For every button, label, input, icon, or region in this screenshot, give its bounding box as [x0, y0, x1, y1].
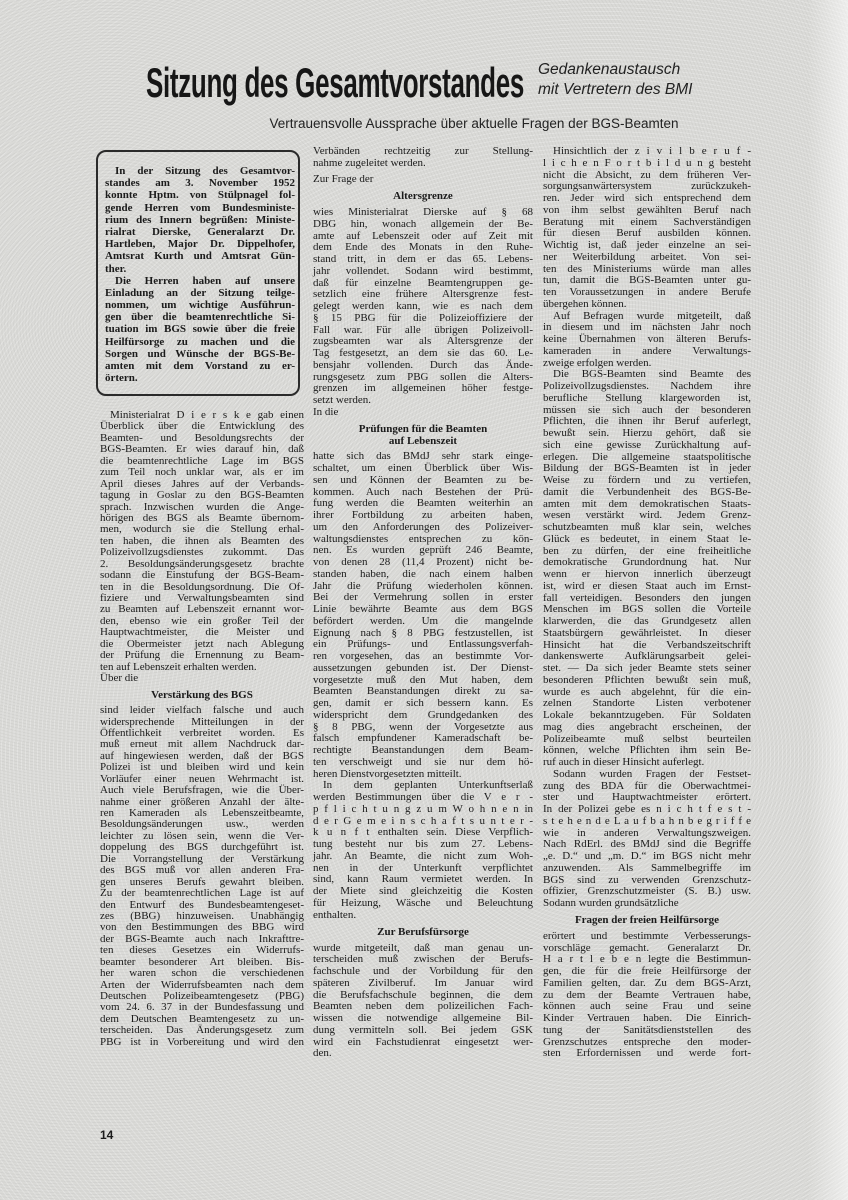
- text-line: der Miete sind gleichzeitig die Kosten: [313, 885, 533, 898]
- text-line: sen und Können der Beamten zu be-: [313, 473, 533, 486]
- article-subtitle: [538, 60, 738, 100]
- text-line: Arten der Widerrufsbeamten nach dem: [100, 978, 304, 991]
- text-line: auf hingewiesen werden, daß der BGS: [100, 749, 304, 762]
- text-line: die Berufsfachschule beginnen, die dem: [313, 988, 533, 1001]
- text-line: stand tritt, in dem er das 65. Lebens-: [313, 253, 533, 266]
- text-line: Überblick über die Entwicklung des: [100, 420, 304, 433]
- text-line: stet. — Da sich jeder Beamte stets seiner: [543, 662, 751, 674]
- text-line: Hinsicht hat die Verbandszeitschrift: [543, 638, 751, 651]
- text-line: rium des Innern begrüßen: Ministe-: [105, 213, 295, 226]
- text-line: gen unseres Berufs gewahrt bleiben.: [100, 875, 304, 888]
- text-line: Grenzschutzes entspreche den moder-: [543, 1035, 751, 1048]
- text-line: zu Beamten auf Lebenszeit ernannt wor-: [100, 603, 304, 616]
- text-line: ten des Ministeriums würde man alles: [543, 262, 751, 275]
- text-line: nen in der Unterkunft verpflichtet: [313, 861, 533, 874]
- paragraph: [100, 705, 304, 1048]
- text-line: ben zu dürfen, der eine freiheitliche: [543, 544, 751, 557]
- text-line: den.: [313, 1047, 332, 1060]
- text-line: amten mit dem Vorstand zu er-: [105, 360, 295, 372]
- column-2: [313, 146, 533, 1060]
- heading-line: Fragen der freien Heilfürsorge: [574, 914, 720, 927]
- text-line: sind, kann Raum vermietet werden. In: [313, 873, 533, 886]
- text-line: rechtigte Beanstandungen dem Beam-: [313, 744, 533, 757]
- text-line: damit die Verbundenheit des BGS-Be-: [543, 485, 751, 498]
- text-line: anzuwenden. Als Sammelbegriffe im: [543, 861, 751, 874]
- text-line: zugsbeamten war als Altersgrenze der: [313, 335, 533, 348]
- text-line: April dieses Jahres auf der Verbands-: [100, 477, 304, 490]
- text-line: tagung in Goslar zu den BGS-Beamten: [100, 489, 304, 502]
- paragraph: [543, 311, 751, 370]
- text-line: sten Erfordernissen und werde fort-: [543, 1047, 751, 1060]
- text-line: nahme zugeleitet werden.: [313, 156, 426, 169]
- text-line: in diesem und im nächsten Jahr noch: [543, 321, 751, 334]
- text-line: besonderen Pflichten bewußt sein muß,: [543, 673, 751, 686]
- heading-line: Prüfungen für die Beamten: [358, 422, 488, 435]
- text-line: übergehen können.: [543, 297, 627, 310]
- paragraph: [543, 369, 751, 769]
- heading-line: Altersgrenze: [393, 190, 453, 203]
- text-line: doppelung des BGS durchgeführt ist.: [100, 841, 304, 854]
- paragraph: [313, 780, 533, 921]
- text-line: Ministerialrat D i e r s k e gab einen: [110, 409, 304, 421]
- text-line: widerspricht dem Grundgedanken des: [313, 708, 533, 721]
- text-line: dem Ende des Monats in den Ruhe-: [313, 241, 533, 254]
- text-line: mag dies angebracht erscheinen, der: [543, 720, 751, 733]
- text-line: widersprechende Mitteilungen in der: [100, 715, 304, 728]
- text-line: Jahr die Prüfung wiederholen können.: [313, 579, 533, 592]
- text-line: von den Bestimmungen des BBG wird: [100, 921, 304, 934]
- page-edge: [808, 0, 848, 1200]
- text-line: amten mit dem demokratischen Staats-: [543, 497, 751, 510]
- text-line: schutzbeamten muß klar sein, welches: [543, 521, 751, 533]
- article-headline: Vertrauensvolle Aussprache über aktuelle Fragen der BGS-Beamten: [269, 116, 679, 131]
- text-line: Glück es bedeutet, in einem Staat le-: [543, 532, 751, 545]
- text-line: für Heizung, Wäsche und Beleuchtung: [313, 896, 533, 909]
- text-line: ner Weiterbildung arbeitet. Von sei-: [543, 250, 751, 263]
- text-line: bensjahr vollenden. Durch das Ände-: [313, 358, 533, 371]
- text-line: zum Teil noch unklar war, als er im: [100, 466, 304, 479]
- text-line: schaltet, um einen Überblick über Wis-: [313, 462, 533, 475]
- text-line: ten Voraussetzungen in andere Berufe: [543, 286, 751, 298]
- paragraph: [313, 207, 533, 407]
- text-line: § 8 PBG, wenn der Vorgesetzte aus: [313, 720, 533, 733]
- section-heading: [313, 191, 533, 203]
- text-line: sorgungsanwärtersystem zurückzukeh-: [543, 180, 751, 193]
- text-line: Beamten neben dem polizeilichen Fach-: [313, 1000, 533, 1013]
- text-line: nahme einer größeren Anzahl der älte-: [100, 795, 304, 808]
- text-line: bewußt sein. Hierzu gehört, daß sie: [543, 427, 751, 439]
- heading-line: auf Lebenszeit: [388, 434, 458, 447]
- text-line: H a r t l e b e n legte die Bestimmun-: [543, 953, 751, 966]
- text-line: gen über die beamtenrechtliche Si-: [105, 311, 295, 324]
- text-line: nommen, um wichtige Ausführun-: [105, 299, 295, 312]
- text-line: der Prüfung die Ernennung zu Beam-: [100, 649, 304, 662]
- text-line: ster und Hauptwachtmeister erörtert.: [543, 791, 751, 804]
- text-line: Sorgen und Wünsche der BGS-Be-: [105, 347, 295, 360]
- text-line: demokratische Grundordnung hat. Nur: [543, 556, 751, 569]
- text-line: standes am 3. November 1952: [105, 177, 295, 190]
- paragraph: [313, 451, 533, 780]
- text-line: ren vorgesehen, das an bestimmte Vor-: [313, 650, 533, 663]
- text-line: können auch seine Frau und seine: [543, 1000, 751, 1013]
- intro-box-text: [105, 165, 295, 384]
- text-line: hatte sich das BMdJ sehr stark einge-: [313, 450, 533, 463]
- text-line: muß erneut mit allem Nachdruck dar-: [100, 738, 304, 751]
- text-line: zu dem der Beamte Vertrauen habe,: [543, 988, 751, 1001]
- text-line: werden Bestimmungen über die V e r -: [313, 791, 533, 804]
- text-line: Polizeivollzugsdienstes. Nachdem ihre: [543, 380, 751, 392]
- text-line: wurde es auch abgelehnt, für die ein-: [543, 685, 751, 698]
- text-line: Hartleben, Major Dr. Dippelhofer,: [105, 238, 295, 251]
- text-line: Kinder Vertrauen haben. Die Einrich-: [543, 1012, 751, 1025]
- text-line: Wichtig ist, daß jeder einzelne an sei-: [543, 239, 751, 251]
- paragraph: [313, 407, 533, 419]
- text-line: enthalten.: [313, 908, 357, 921]
- text-line: Tag festgesetzt, an dem sie das 60. Le-: [313, 347, 533, 360]
- text-line: tung der Sanitätsdienststellen des: [543, 1023, 751, 1036]
- text-line: örtern.: [105, 372, 138, 385]
- text-line: Staatsbürgern gewährleistet. In dieser: [543, 626, 751, 639]
- text-line: dung vermitteln soll. Bei jedem GSK: [313, 1023, 533, 1036]
- text-line: Sodann wurden grundsätzliche: [543, 897, 679, 909]
- text-line: späteren Zivilberuf. Im Januar wird: [313, 976, 533, 989]
- text-line: amte auf Lebenszeit oder auf Zeit mit: [313, 229, 533, 242]
- text-line: gen, damit er sich bessern kann. Es: [313, 697, 533, 710]
- text-line: erlegen. Die allgemeine staatspolitische: [543, 450, 751, 463]
- text-line: sind leider vielfach falsche und auch: [100, 704, 304, 717]
- paragraph: [105, 275, 295, 385]
- text-line: Zur Frage der: [313, 173, 374, 186]
- text-line: terscheiden muß zwischen der Berufs-: [313, 953, 533, 966]
- text-line: zes (BBG) hinzuweisen. Unabhängig: [100, 909, 304, 922]
- text-line: ihrer Fortbildung zu arbeiten haben,: [313, 509, 533, 522]
- text-line: ist, wird er diesen Staat auch im Ernst-: [543, 579, 751, 592]
- text-line: dankenswerte Aufklärungsarbeit gelei-: [543, 650, 751, 663]
- text-line: Besoldungsänderungen usw., werden: [100, 818, 304, 831]
- text-line: Pflichten, die ihnen ihr Beruf auferlegt,: [543, 415, 751, 428]
- text-line: Lokale bekanntzugeben. Für Soldaten: [543, 709, 751, 721]
- text-line: In der Sitzung des Gesamtvor-: [115, 165, 295, 177]
- text-line: gende Herren vom Bundesministe-: [105, 201, 295, 214]
- text-line: Öffentlichkeit verbreitet worden. Es: [100, 726, 304, 739]
- text-line: ren Kameraden als Lebenszeitbeamte,: [100, 807, 304, 820]
- text-line: jahr. An Beamte, die nicht zum Woh-: [313, 849, 533, 862]
- text-line: Sodann wurden Fragen der Festset-: [553, 767, 751, 780]
- text-line: fiziere und Verwaltungsbeamten sind: [100, 592, 304, 604]
- text-line: vorschläge gemacht. Generalarzt Dr.: [543, 941, 751, 954]
- text-line: den Entwurf des Bundesbeamtengeset-: [100, 898, 304, 911]
- text-line: rialrat Dierske, Generalarzt Dr.: [105, 225, 295, 238]
- text-line: Polizei ist und bleiben wird und kein: [100, 761, 304, 774]
- paragraph: [543, 146, 751, 311]
- text-line: ruf auch in dieser Hinsicht auferlegt.: [543, 756, 705, 768]
- text-line: p f l i c h t u n g z u m W o h n e n in: [313, 802, 533, 815]
- text-line: Eignung nach § 8 PBG festzustellen, ist: [313, 626, 533, 639]
- paragraph: [100, 673, 304, 684]
- text-line: setzt werden.: [313, 394, 372, 407]
- text-line: zung des BDA für die Oberwachtmei-: [543, 779, 751, 792]
- text-line: men, wodurch sie die Stellung erhal-: [100, 523, 304, 536]
- text-line: wissen die notwendige allgemeine Bil-: [313, 1012, 533, 1025]
- text-line: waltungsdienstes entsprechen zu kön-: [313, 532, 533, 545]
- text-line: Verbänden rechtzeitig zur Stellung-: [313, 145, 533, 157]
- text-line: standen haben, die nach einem halben: [313, 567, 533, 580]
- text-line: Bildung der BGS-Beamten ist in jeder: [543, 462, 751, 475]
- text-line: von denen 28 (11,4 Prozent) nicht be-: [313, 556, 533, 569]
- text-line: Polizeibeamte muß selbst beurteilen: [543, 732, 751, 745]
- text-line: zelnen Standorte Listen verbotener: [543, 697, 751, 710]
- text-line: von ihm selbst gewählten Beruf nach: [543, 203, 751, 216]
- text-line: aussetzungen gebunden ist. Der Dienst-: [313, 661, 533, 674]
- paragraph: [543, 769, 751, 910]
- paragraph: [313, 146, 533, 170]
- text-line: wenn er hiervon innerlich überzeugt: [543, 568, 751, 580]
- text-line: In dem geplanten Unterkunftserlaß: [323, 779, 533, 792]
- text-line: tung besteht nur bis zum 27. Lebens-: [313, 838, 533, 851]
- section-heading: [313, 424, 533, 448]
- text-line: terscheiden. Das Änderungsgesetz zum: [100, 1024, 304, 1037]
- text-line: kameraden in andere Verwaltungs-: [543, 344, 751, 357]
- text-line: rungsgesetz zum PBG sollen die Alters-: [313, 370, 533, 383]
- text-line: zweige erfolgen werden.: [543, 356, 652, 369]
- text-line: beamter besonderer Art bleiben. Bis-: [100, 955, 304, 968]
- text-line: Deutschen Polizeibeamtengesetz (PBG): [100, 990, 304, 1003]
- text-line: BGS-Beamten. Er wies darauf hin, daß: [100, 443, 304, 456]
- text-line: tuation im BGS sowie über die freie: [105, 323, 295, 336]
- text-line: Heilfürsorge zu machen und die: [105, 335, 295, 348]
- text-line: Zu der beamtenrechtlichen Lage ist auf: [100, 887, 304, 900]
- text-line: wie in anderen Verwaltungszweigen.: [543, 826, 751, 839]
- text-line: können, welche Pflichten ihm sein Be-: [543, 744, 751, 757]
- text-line: k u n f t enthalten sein. Diese Verpflich-: [313, 826, 533, 839]
- subtitle-line: mit Vertretern des BMI: [538, 81, 693, 98]
- text-line: wesen verstärkt wird. Jedem Grenz-: [543, 509, 751, 522]
- text-line: der BGS-Beamte auch nach Inkrafttre-: [100, 932, 304, 945]
- text-line: den, ebenso wie ein großer Teil der: [100, 614, 304, 627]
- text-line: Bei der Vermehrung sollen in erster: [313, 591, 533, 604]
- column-1: [100, 410, 304, 1048]
- text-line: berufliche Stellung klargeworden ist,: [543, 391, 751, 404]
- section-heading: [100, 690, 304, 701]
- text-line: die Obermeister jetzt nach Ablegung: [100, 637, 304, 650]
- text-line: vom 24. 6. 37 in der Bundesfassung und: [100, 1001, 304, 1014]
- text-line: s t e h e n d e L a u f b a h n b e g r i f f e: [543, 814, 751, 827]
- text-line: § 15 PBG für die Polizeioffiziere der: [313, 311, 533, 324]
- text-line: Einladung an der Sitzung teilge-: [105, 286, 295, 299]
- text-line: sich eine gewisse Zurückhaltung auf-: [543, 438, 751, 451]
- text-line: wies Ministerialrat Dierske auf § 68: [313, 206, 533, 219]
- text-line: Vorläufer einer neuen Wehrmacht ist.: [100, 772, 304, 785]
- text-line: offizier, Grenzschutzmeister (S. B.) usw.: [543, 885, 751, 898]
- text-line: klarwerden, die das Grundgesetz allen: [543, 615, 751, 627]
- text-line: leichter zu lösen sein, wenn die Ver-: [100, 829, 304, 842]
- text-line: dem Deutschen Beamtengesetz zu un-: [100, 1012, 304, 1025]
- text-line: ten auf Lebenszeit erhalten werden.: [100, 660, 257, 673]
- text-line: Auf Befragen wurde mitgeteilt, daß: [553, 309, 751, 322]
- text-line: her waren schon die verschiedenen: [100, 967, 304, 980]
- text-line: Auch viele Berufsfragen, wie die Über-: [100, 784, 304, 797]
- heading-line: Verstärkung des BGS: [151, 688, 253, 701]
- text-line: Die Herren haben auf unsere: [115, 274, 295, 287]
- text-line: PBG ist in Vorbereitung und wird den: [100, 1035, 304, 1048]
- text-line: Fall war. Für alle übrigen Polizeivoll-: [313, 323, 533, 336]
- text-line: gelegt werden kann, wie es nach dem: [313, 300, 533, 313]
- text-line: Beratung mit einem Sachverständigen: [543, 215, 751, 228]
- text-line: befördert werden. Um die mangelnde: [313, 614, 533, 627]
- column-3: [543, 146, 751, 1060]
- text-line: ther.: [105, 262, 127, 275]
- text-line: wird ein Fachstudienrat eingesetzt wer-: [313, 1035, 533, 1048]
- text-line: um den Anforderungen des Polizeiver-: [313, 520, 533, 533]
- text-line: für diesen Beruf ausbilden können.: [543, 227, 751, 240]
- text-line: Familien gelten, dar. Zu dem BGS-Arzt,: [543, 976, 751, 989]
- paragraph: [105, 165, 295, 275]
- text-line: 2. Besoldungsänderungsgesetz brachte: [100, 557, 304, 570]
- text-line: Über die: [100, 672, 139, 685]
- text-line: Menschen im BGS sollen die Vorteile: [543, 603, 751, 616]
- text-line: sprach. Inzwischen wurden die Ange-: [100, 500, 304, 513]
- text-line: gen, die für die freie Heilfürsorge der: [543, 965, 751, 978]
- text-line: l i c h e n F o r t b i l d u n g besteht: [543, 156, 751, 169]
- text-line: erörtert und bestimmte Verbesserungs-: [543, 929, 751, 942]
- text-line: nen. Es wurden geprüft 246 Beamte,: [313, 544, 533, 557]
- text-line: ren. Jeder wird sich entsprechend dem: [543, 192, 751, 204]
- text-line: Hauptwachtmeister, die Meister und: [100, 626, 304, 639]
- text-line: daß für einzelne Beamtengruppen ge-: [313, 276, 533, 289]
- heading-line: Zur Berufsfürsorge: [377, 925, 469, 938]
- text-line: heren Dienstvorgesetzten mitteilt.: [313, 767, 462, 780]
- text-line: tun, damit die BGS-Beamten unter gu-: [543, 274, 751, 287]
- text-line: Nach RdErl. des BMdJ sind die Begriffe: [543, 838, 751, 851]
- text-line: sodann die Einstufung der BGS-Beam-: [100, 569, 304, 582]
- text-line: Amtsrat Kurth und Amtsrat Gün-: [105, 250, 295, 263]
- text-line: Hinsichtlich der z i v i l b e r u f -: [553, 145, 751, 157]
- text-line: konnte Hptm. von Stülpnagel fol-: [105, 189, 295, 202]
- text-line: keine Übernahmen von älteren Berufs-: [543, 333, 751, 345]
- text-line: ein Prüfungs- und Entlassungsverfah-: [313, 638, 533, 651]
- text-line: Die Vorrangstellung der Verstärkung: [100, 852, 304, 865]
- text-line: ten verschweigt und sie nur dem hö-: [313, 755, 533, 768]
- paragraph: [313, 943, 533, 1061]
- text-line: müssen sie sich auch der besonderen: [543, 403, 751, 416]
- text-line: nicht die Absicht, zu dem früheren Ver-: [543, 168, 751, 181]
- text-line: hörigen des BGS als Beamte übernom-: [100, 511, 304, 524]
- text-line: falsch empfundener Kameradschaft be-: [313, 732, 533, 745]
- text-line: d e r G e m e i n s c h a f t s u n t e r -: [313, 814, 533, 827]
- text-line: fachschule und der Vorbildung für den: [313, 965, 533, 978]
- section-heading: [543, 915, 751, 927]
- text-line: In der Polizei gebe es n i c h t f e s t -: [543, 803, 751, 815]
- subtitle-line: Gedankenaustausch: [538, 61, 681, 78]
- text-line: ten haben, die ihnen als Beamten des: [100, 534, 304, 547]
- text-line: des BGS muß vor allen anderen Fra-: [100, 864, 304, 877]
- article-title-wrap: [146, 60, 526, 106]
- text-line: jahr vollendet. Sodann wird bestimmt,: [313, 264, 533, 277]
- text-line: Die BGS-Beamten sind Beamte des: [553, 368, 751, 381]
- text-line: die beamtenrechtliche Lage im BGS: [100, 454, 304, 467]
- text-line: fall verteidigen. Besonders den jungen: [543, 591, 751, 604]
- text-line: Linie bewährte Beamte aus dem BGS: [313, 603, 533, 616]
- text-line: setzlich eine frühere Altersgrenze fest-: [313, 288, 533, 301]
- text-line: Weise zu fördern und zu vertiefen,: [543, 474, 751, 486]
- text-line: DBG hin, wonach allgemein der Be-: [313, 217, 533, 230]
- text-line: Beamten Beanstandungen direkt zu sa-: [313, 685, 533, 698]
- article-title: Sitzung des Gesamtvorstandes: [146, 60, 524, 106]
- text-line: fung werden die Beamten weiterhin an: [313, 497, 533, 510]
- section-heading: [313, 927, 533, 939]
- text-line: ten dieses Gesetzes ein Widerrufs-: [100, 944, 304, 957]
- text-line: wurde mitgeteilt, daß man genau un-: [313, 941, 533, 954]
- paragraph: [313, 174, 533, 186]
- text-line: BGS sind zu verwenden Grenzschutz-: [543, 873, 751, 886]
- text-line: In die: [313, 405, 339, 418]
- text-line: „e. D.“ und „m. D.“ im BGS nicht mehr: [543, 850, 751, 862]
- text-line: grenzen im allgemeinen höher festge-: [313, 382, 533, 395]
- page-number: 14: [100, 1128, 114, 1142]
- paragraph: [543, 931, 751, 1060]
- paragraph: [100, 410, 304, 673]
- text-line: ten in die Besoldungsordnung. Die Of-: [100, 580, 304, 593]
- text-line: Polizeivollzugsdienstes zukommt. Das: [100, 546, 304, 559]
- text-line: vorgesetzte muß den Mut haben, dem: [313, 673, 533, 686]
- text-line: kommen. Auch nach Bestehen der Prü-: [313, 485, 533, 498]
- text-line: Beamten- und Besoldungsrechts der: [100, 431, 304, 444]
